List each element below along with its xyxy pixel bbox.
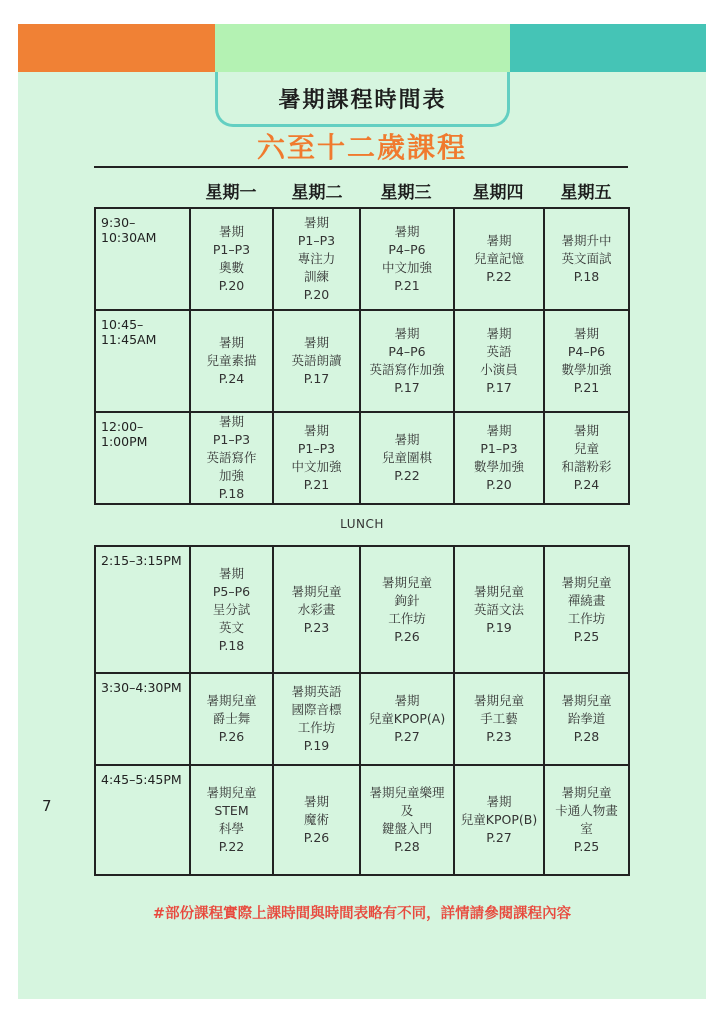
course-text: P1–P3 <box>212 432 251 447</box>
course-text: 暑期升中 <box>561 233 612 248</box>
day-header-tue: 星期二 <box>291 183 343 203</box>
course-text: 暑期 <box>394 326 420 341</box>
course-text: 奧數 <box>218 260 244 275</box>
day-header-mon: 星期一 <box>205 183 257 203</box>
schedule-table-afternoon <box>94 545 630 876</box>
course-text: 水彩畫 <box>297 601 336 617</box>
course-text: 英語朗讀 <box>291 353 342 368</box>
course-text: 暑期 <box>486 423 512 438</box>
course-text: P.22 <box>394 468 420 483</box>
course-text: P.23 <box>486 729 512 744</box>
course-text: P4–P6 <box>388 344 426 359</box>
table-row <box>95 765 629 875</box>
course-text: 暑期 <box>218 565 244 581</box>
course-text: P.20 <box>486 477 512 492</box>
course-text: P.19 <box>486 619 512 635</box>
course-text: P.19 <box>303 738 330 753</box>
course-text: 暑期 <box>394 432 420 447</box>
course-cell-mon <box>190 673 273 765</box>
course-text: 暑期兒童 <box>561 574 612 590</box>
course-text: 兒童 <box>573 441 599 456</box>
course-text: P.20 <box>218 278 245 293</box>
course-text: 暑期英語 <box>291 684 342 699</box>
time-slot-text: 10:30AM <box>101 230 157 245</box>
course-text: P.22 <box>218 839 245 854</box>
course-text: 中文加強 <box>381 260 432 275</box>
course-text: 暑期 <box>218 224 244 239</box>
time-slot-text: 10:45– <box>101 317 144 332</box>
course-cell-tue <box>273 765 360 875</box>
course-text: 暑期兒童 <box>206 693 257 708</box>
course-text: 數學加強 <box>561 362 612 377</box>
course-cell-wed <box>360 412 454 504</box>
table-row <box>95 310 629 412</box>
course-text: 暑期 <box>303 215 329 230</box>
course-text: 暑期兒童 <box>381 574 432 590</box>
course-text: 暑期兒童樂理 <box>369 785 445 800</box>
course-text: 兒童KPOP(B) <box>460 812 538 827</box>
course-text: 暑期兒童 <box>473 583 524 599</box>
course-text: 爵士舞 <box>212 711 251 726</box>
course-cell-tue <box>273 412 360 504</box>
course-text: 英語寫作加強 <box>369 362 445 377</box>
course-cell-thu <box>454 673 544 765</box>
time-slot-text: 9:30– <box>101 215 136 230</box>
time-slot-text: 12:00– <box>101 419 144 434</box>
title-box <box>215 72 510 127</box>
course-text: 暑期 <box>303 794 329 809</box>
course-text: P1–P3 <box>297 441 336 456</box>
course-text: 暑期兒童 <box>291 583 342 599</box>
course-text: 室 <box>580 821 593 836</box>
course-text: 英語文法 <box>473 601 524 617</box>
header-divider <box>94 166 628 168</box>
course-text: 英文面試 <box>561 251 612 266</box>
course-text: 訓練 <box>303 269 329 284</box>
day-header-fri: 星期五 <box>560 183 612 203</box>
table-row <box>95 208 629 310</box>
course-cell-thu <box>454 208 544 310</box>
course-text: 暑期 <box>303 423 329 438</box>
header-band-teal <box>510 24 706 72</box>
course-text: P.28 <box>394 839 420 854</box>
course-text: 英文 <box>218 619 244 635</box>
course-text: 小演員 <box>480 362 518 377</box>
course-text: P.18 <box>218 637 245 653</box>
course-text: 魔術 <box>303 812 329 827</box>
course-text: P.18 <box>573 269 600 284</box>
course-text: P.26 <box>394 628 420 644</box>
course-text: 兒童記憶 <box>473 251 524 266</box>
course-text: 暑期 <box>394 224 420 239</box>
time-slot-cell <box>95 673 190 765</box>
course-text: P.18 <box>218 486 245 501</box>
course-cell-tue <box>273 310 360 412</box>
schedule-table-morning <box>94 207 630 505</box>
course-cell-thu <box>454 412 544 504</box>
course-text: 工作坊 <box>297 720 336 735</box>
course-cell-tue <box>273 546 360 673</box>
course-cell-fri <box>544 546 629 673</box>
table-row <box>95 546 629 673</box>
course-text: 暑期 <box>486 326 512 341</box>
course-cell-fri <box>544 208 629 310</box>
course-cell-thu <box>454 546 544 673</box>
course-cell-thu <box>454 310 544 412</box>
course-cell-wed <box>360 310 454 412</box>
course-text: 國際音標 <box>291 702 342 717</box>
course-text: 兒童圍棋 <box>381 450 432 465</box>
course-text: P.20 <box>303 287 330 302</box>
table-row <box>95 412 629 504</box>
course-text: 科學 <box>218 821 244 836</box>
course-text: 和諧粉彩 <box>561 459 612 474</box>
header-band-orange <box>18 24 215 72</box>
course-cell-tue <box>273 208 360 310</box>
time-slot-cell <box>95 310 190 412</box>
course-text: 暑期兒童 <box>561 785 612 800</box>
footnote: #部份課程實際上課時間與時間表略有不同，詳情請參閱課程內容 <box>152 906 572 922</box>
course-text: P1–P3 <box>212 242 251 257</box>
course-text: 加強 <box>218 468 244 483</box>
course-cell-mon <box>190 546 273 673</box>
course-cell-wed <box>360 546 454 673</box>
course-text: P.26 <box>303 830 330 845</box>
course-text: P4–P6 <box>388 242 426 257</box>
course-cell-fri <box>544 765 629 875</box>
course-cell-wed <box>360 765 454 875</box>
course-text: 暑期 <box>486 233 512 248</box>
course-text: P.22 <box>486 269 512 284</box>
course-text: P1–P3 <box>480 441 518 456</box>
course-text: 暑期 <box>218 335 244 350</box>
time-slot-text: 4:45–5:45PM <box>101 772 182 787</box>
course-text: P.27 <box>394 729 420 744</box>
day-header-wed: 星期三 <box>380 183 432 203</box>
course-cell-mon <box>190 208 273 310</box>
course-text: P.24 <box>218 371 245 386</box>
course-text: 專注力 <box>297 251 336 266</box>
time-slot-cell <box>95 412 190 504</box>
course-text: 工作坊 <box>567 610 606 626</box>
course-cell-fri <box>544 412 629 504</box>
course-text: P.23 <box>303 619 330 635</box>
course-text: 鉤針 <box>394 592 420 608</box>
course-text: 暑期 <box>573 326 599 341</box>
course-cell-mon <box>190 412 273 504</box>
course-cell-tue <box>273 673 360 765</box>
course-text: P1–P3 <box>297 233 336 248</box>
course-cell-mon <box>190 765 273 875</box>
course-text: 兒童KPOP(A) <box>368 711 446 726</box>
course-text: P.21 <box>394 278 420 293</box>
course-text: 英語寫作 <box>206 450 257 465</box>
course-text: P.25 <box>573 839 600 854</box>
course-text: 鍵盤入門 <box>381 821 432 836</box>
course-text: 跆拳道 <box>567 711 606 726</box>
course-text: P.17 <box>303 371 330 386</box>
course-cell-thu <box>454 765 544 875</box>
day-header-thu: 星期四 <box>472 183 524 203</box>
time-slot-cell <box>95 546 190 673</box>
course-text: P.21 <box>573 380 600 395</box>
table-row <box>95 673 629 765</box>
course-text: 暑期 <box>218 414 244 429</box>
course-text: 英語 <box>486 344 512 359</box>
course-text: 暑期 <box>394 693 420 708</box>
course-text: 兒童素描 <box>206 353 257 368</box>
time-slot-cell <box>95 208 190 310</box>
course-text: P.26 <box>218 729 245 744</box>
time-slot-cell <box>95 765 190 875</box>
course-text: 暑期兒童 <box>473 693 524 708</box>
page-title: 暑期課程時間表 <box>278 87 447 113</box>
course-text: STEM <box>214 803 249 818</box>
course-text: 暑期兒童 <box>561 693 612 708</box>
course-text: 卡通人物畫 <box>555 803 618 818</box>
course-text: 暑期兒童 <box>206 785 257 800</box>
course-cell-fri <box>544 673 629 765</box>
course-text: 暑期 <box>573 423 599 438</box>
course-cell-mon <box>190 310 273 412</box>
course-text: 數學加強 <box>473 459 524 474</box>
course-text: 中文加強 <box>291 459 342 474</box>
time-slot-text: 1:00PM <box>101 434 148 449</box>
course-text: P5–P6 <box>212 583 251 599</box>
course-cell-wed <box>360 673 454 765</box>
course-text: P4–P6 <box>567 344 606 359</box>
course-text: P.27 <box>486 830 512 845</box>
course-text: P.17 <box>394 380 420 395</box>
course-text: 呈分試 <box>212 601 251 617</box>
course-text: 工作坊 <box>388 610 426 626</box>
course-cell-wed <box>360 208 454 310</box>
header-band-green <box>215 24 510 72</box>
course-text: P.25 <box>573 628 600 644</box>
course-text: 手工藝 <box>480 711 518 726</box>
time-slot-text: 2:15–3:15PM <box>101 553 182 568</box>
course-text: 及 <box>400 803 414 818</box>
course-text: 禪繞畫 <box>567 592 606 608</box>
course-text: P.21 <box>303 477 330 492</box>
course-text: P.17 <box>486 380 512 395</box>
page-subtitle: 六至十二歲課程 <box>256 131 467 164</box>
time-slot-text: 11:45AM <box>101 332 157 347</box>
page-number: 7 <box>42 797 52 815</box>
course-text: 暑期 <box>486 794 512 809</box>
course-cell-fri <box>544 310 629 412</box>
course-text: P.28 <box>573 729 600 744</box>
lunch-label: LUNCH <box>340 517 384 531</box>
time-slot-text: 3:30–4:30PM <box>101 680 182 695</box>
course-text: P.24 <box>573 477 600 492</box>
course-text: 暑期 <box>303 335 329 350</box>
